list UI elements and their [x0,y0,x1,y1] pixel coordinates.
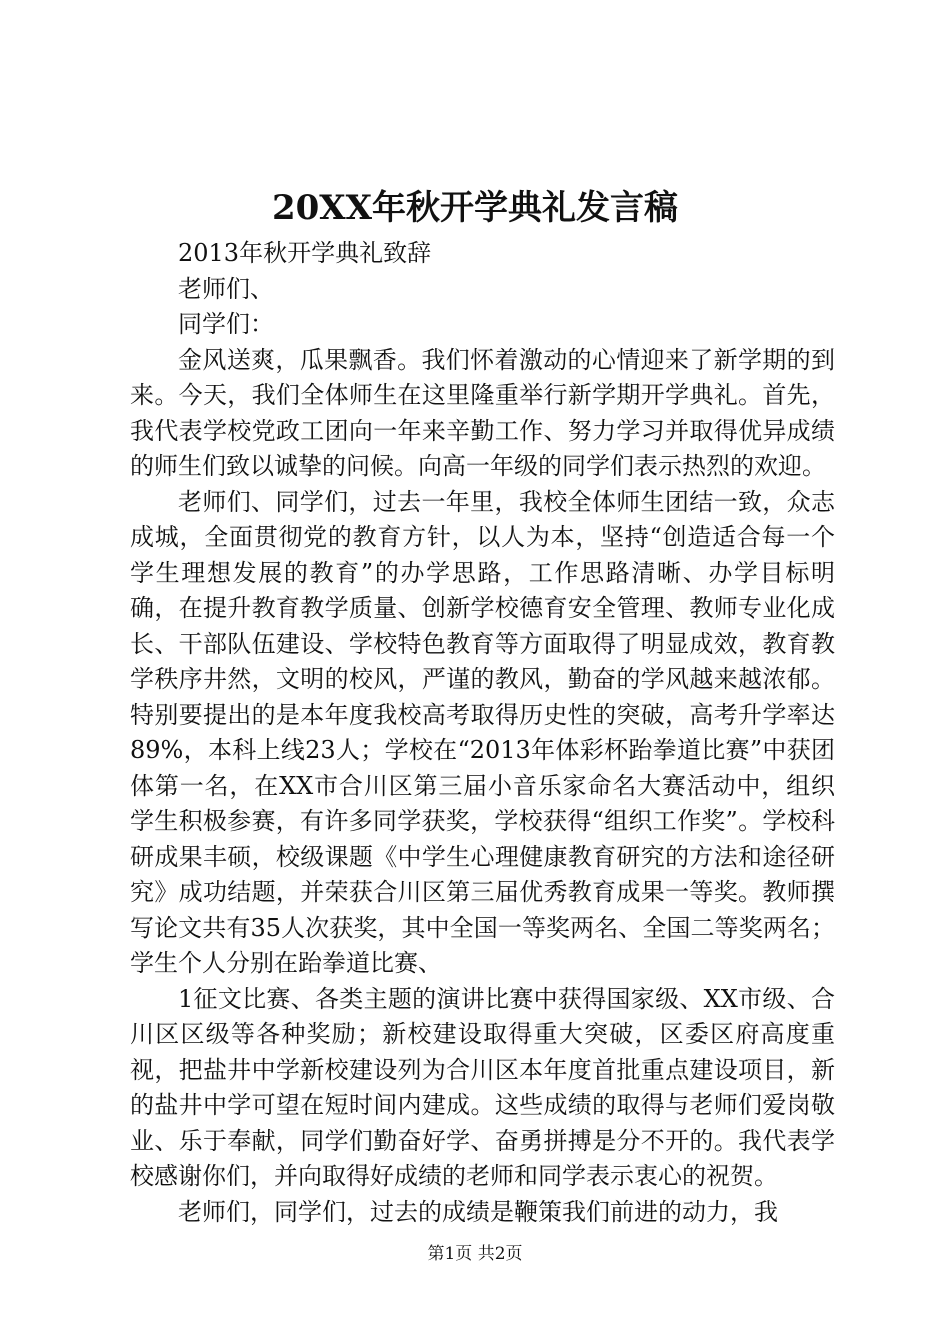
paragraph-salutation-teachers: 老师们、 [178,274,274,303]
page-number-footer: 第1页 共2页 [427,1244,523,1264]
paragraph-closing-start: 老师们，同学们，过去的成绩是鞭策我们前进的动力，我 [178,1197,778,1226]
paragraph-awards: 1征文比赛、各类主题的演讲比赛中获得国家级、XX市级、合川区区级等各种奖励；新校建设取得重大突破，区委区府高度重视，把盐井中学新校建设列为合川区本年度首批重点建设项目，新的盐井中学可望在短时间内建成。这些成绩的取得与老师们爱岗敬业、乐于奉献，同学们勤奋好学、奋勇拼搏是分不开的。我代表学校感谢你们，并向取得好成绩的老师和同学表示衷心的祝贺。 [130,984,835,1190]
document-body [130,236,835,1230]
paragraph-salutation-students: 同学们： [178,310,274,338]
paragraph-achievements: 老师们、同学们，过去一年里，我校全体师生团结一致，众志成城，全面贯彻党的教育方针，以人为本，坚持“创造适合每一个学生理想发展的教育”的办学思路，工作思路清晰、办学目标明确，在提升教育教学质量、创新学校德育安全管理、教师专业化成长、干部队伍建设、学校特色教育等方面取得了明显成效，教育教学秩序井然，文明的校风，严谨的教风，勤奋的学风越来越浓郁。特别要提出的是本年度我校高考取得历史性的突破，高考升学率达89%，本科上线23人；学校在“2013年体彩杯跆拳道比赛”中获团体第一名，在XX市合川区第三届小音乐家命名大赛活动中，组织学生积极参赛，有许多同学获奖，学校获得“组织工作奖”。学校科研成果丰硕，校级课题《中学生心理健康教育研究的方法和途径研究》成功结题，并荣获合川区第三届优秀教育成果一等奖。教师撰写论文共有35人次获奖，其中全国一等奖两名、全国二等奖两名；学生个人分别在跆拳道比赛、 [130,487,835,977]
document-title: 20XX年秋开学典礼发言稿 [271,188,679,228]
paragraph-heading: 2013年秋开学典礼致辞 [178,239,432,267]
paragraph-opening: 金风送爽，瓜果飘香。我们怀着激动的心情迎来了新学期的到来。今天，我们全体师生在这里隆重举行新学期开学典礼。首先，我代表学校党政工团向一年来辛勤工作、努力学习并取得优异成绩的师生们致以诚挚的问候。向高一年级的同学们表示热烈的欢迎。 [130,345,835,480]
